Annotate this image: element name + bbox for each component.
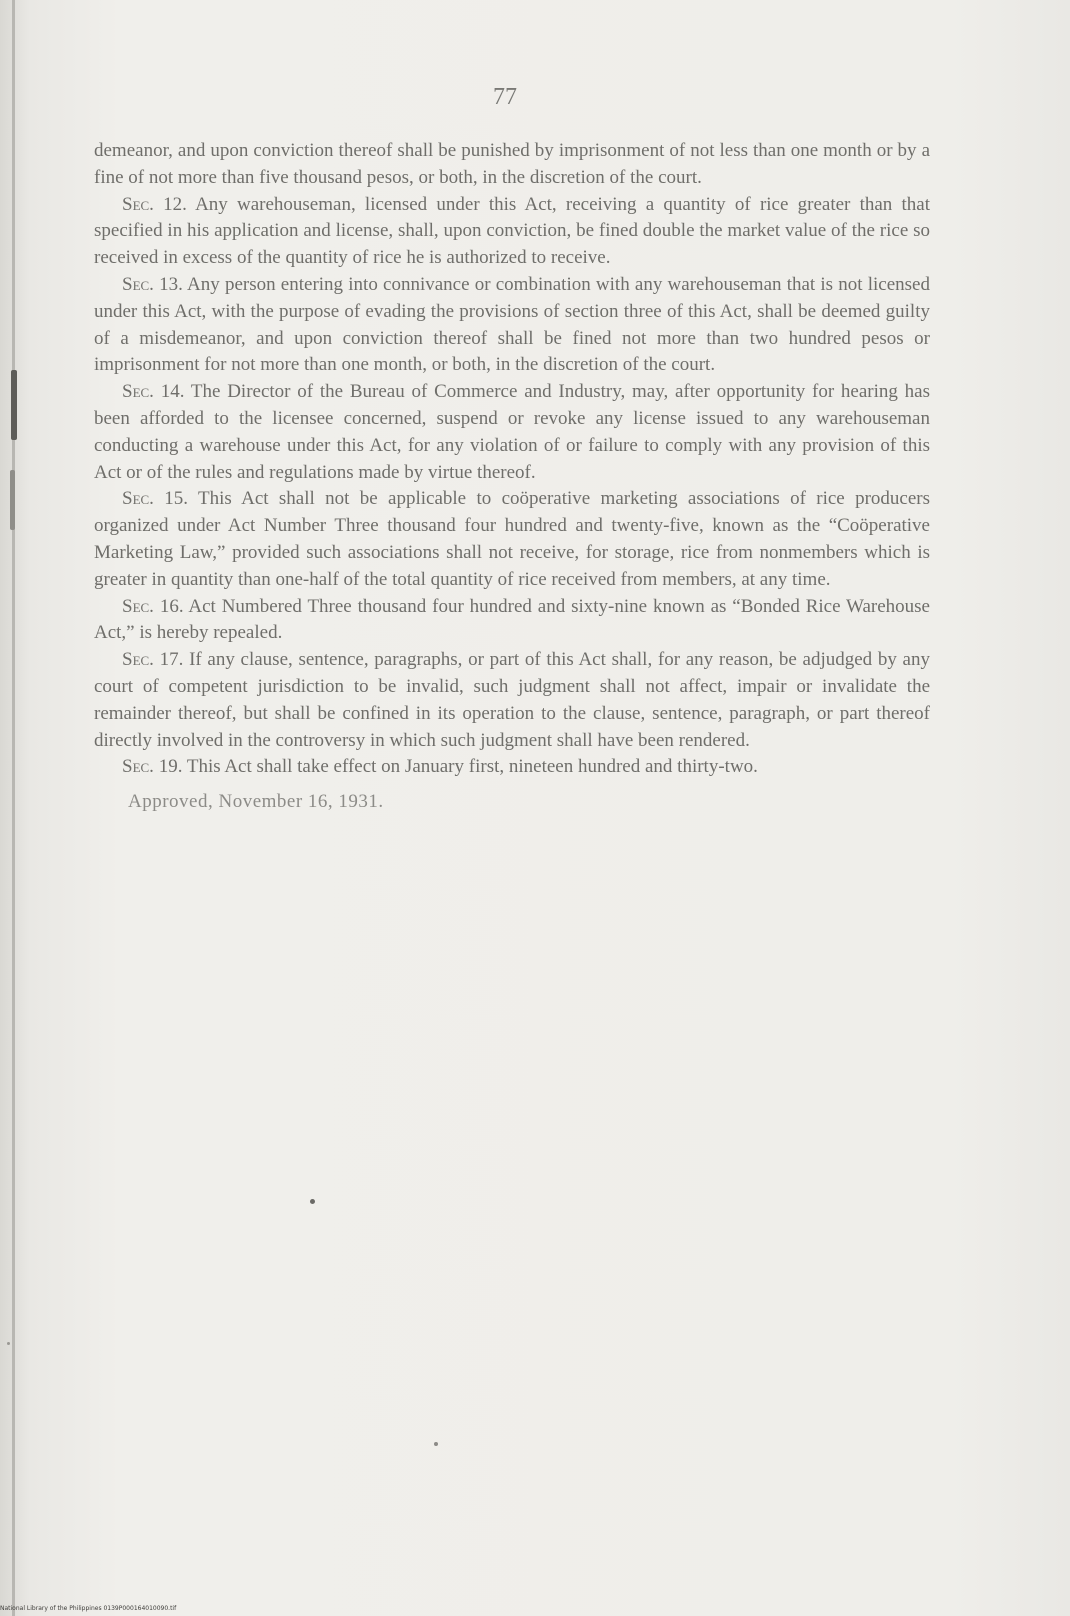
- approval-date: Approved, November 16, 1931.: [128, 791, 384, 813]
- paragraph-text: 14. The Director of the Bureau of Commerce and Industry, may, after opportunity for hearing has been afforded to the licensee concerned, suspend or revoke any license issued to any warehouseman conducting a warehouse under this Act, for any violation of or failure to comply with any provision of this Act or of the rules and regulations made by virtue thereof.: [94, 381, 930, 483]
- ink-speck: [7, 1342, 10, 1345]
- section-label: Sec.: [122, 595, 154, 617]
- section-14: [94, 379, 930, 486]
- paragraph-text: 12. Any warehouseman, licensed under this Act, receiving a quantity of rice greater than that specified in his application and license, shall, upon conviction, be fined double the market value of the rice so received in excess of the quantity of rice he is authorized to receive.: [94, 193, 930, 269]
- section-15: [94, 486, 930, 593]
- section-label: Sec.: [122, 488, 154, 510]
- section-label: Sec.: [122, 756, 154, 778]
- binding-mark-lower: [10, 470, 15, 530]
- section-12: [94, 192, 930, 272]
- paragraph-text: 16. Act Numbered Three thousand four hundred and sixty-nine known as “Bonded Rice Warehouse Act,” is hereby repealed.: [94, 595, 930, 644]
- document-body: [94, 138, 930, 816]
- paragraph-text: demeanor, and upon conviction thereof shall be punished by imprisonment of not less than one month or by a fine of not more than five thousand pesos, or both, in the discretion of the court.: [94, 140, 930, 188]
- section-label: Sec.: [122, 649, 154, 671]
- paragraph-text: 19. This Act shall take effect on January first, nineteen hundred and thirty-two.: [153, 756, 758, 778]
- ink-speck: [310, 1199, 315, 1204]
- scan-footer-label: National Library of the Philippines 0139P000164010090.tif: [0, 1605, 177, 1612]
- section-label: Sec.: [122, 381, 154, 403]
- binding-edge: [12, 0, 15, 1616]
- section-label: Sec.: [122, 193, 154, 215]
- binding-mark: [11, 370, 17, 440]
- section-19: [94, 754, 930, 781]
- section-16: [94, 594, 930, 648]
- paragraph-text: 15. This Act shall not be applicable to coöperative marketing associations of rice producers organized under Act Number Three thousand four hundred and twenty-five, known as the “Coöperative Marketing Law,” provided such associations shall not receive, for storage, rice from nonmembers which is greater in quantity than one-half of the total quantity of rice received from members, at any time.: [94, 488, 930, 590]
- paragraph-text: 17. If any clause, sentence, paragraphs, or part of this Act shall, for any reason, be adjudged by any court of competent jurisdiction to be invalid, such judgment shall not affect, impair or invalidate the remainder thereof, but shall be confined in its operation to the clause, sentence, paragraph, or part thereof directly involved in the controversy in which such judgment shall have been rendered.: [94, 649, 930, 751]
- page-number: 77: [493, 84, 517, 110]
- section-13: [94, 272, 930, 379]
- paragraph-text: 13. Any person entering into connivance or combination with any warehouseman that is not licensed under this Act, with the purpose of evading the provisions of section three of this Act, shall be deemed guilty of a misdemeanor, and upon conviction thereof shall be fined not more than two hundred pesos or imprisonment for not more than one month, or both, in the discretion of the court.: [94, 273, 930, 376]
- section-label: Sec.: [122, 273, 154, 295]
- paragraph-continuation: [94, 138, 930, 192]
- section-17: [94, 647, 930, 754]
- ink-speck: [434, 1442, 438, 1446]
